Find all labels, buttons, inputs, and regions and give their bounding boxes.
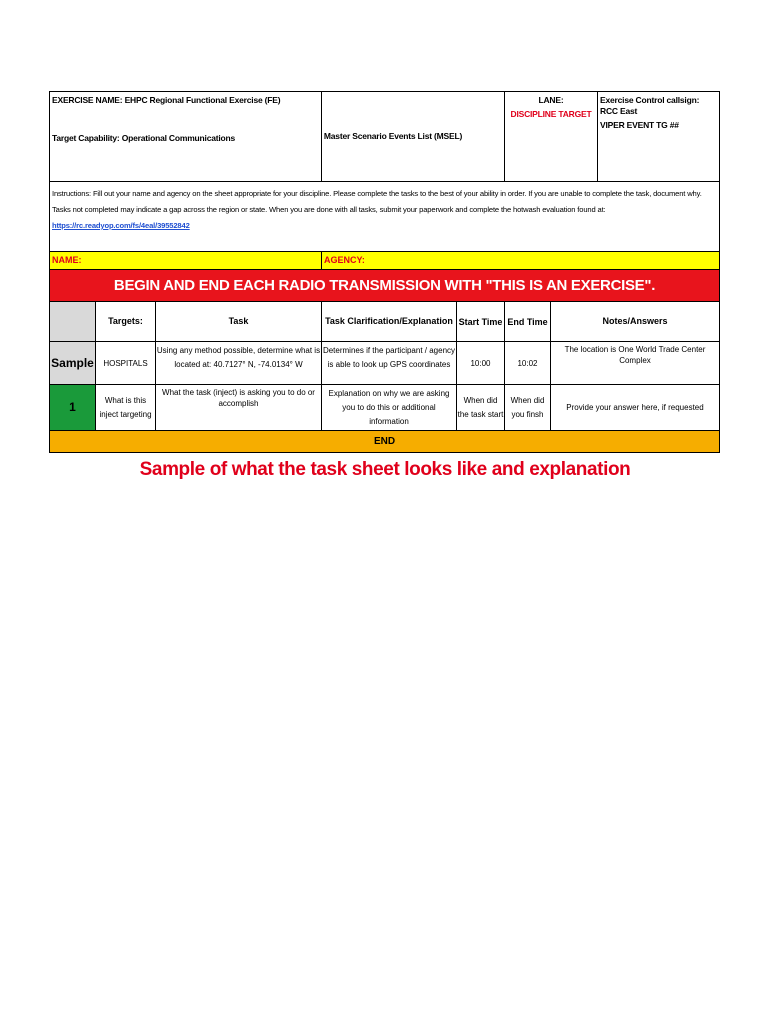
instructions-cell bbox=[50, 182, 720, 252]
targets-header: Targets: bbox=[96, 302, 156, 342]
agency-field[interactable]: AGENCY: bbox=[322, 252, 720, 270]
end-row bbox=[50, 431, 720, 453]
task-row-1 bbox=[50, 385, 720, 431]
column-header-row bbox=[50, 302, 720, 342]
sample-row bbox=[50, 342, 720, 385]
sample-clarification[interactable]: Determines if the participant / agency is able to look up GPS coordinates bbox=[322, 342, 457, 385]
msel-cell bbox=[322, 92, 505, 182]
sample-start-time[interactable]: 10:00 bbox=[457, 342, 505, 385]
end-label: END bbox=[50, 431, 720, 453]
row-1-start-time[interactable]: When did the task start bbox=[457, 385, 505, 431]
name-field[interactable]: NAME: bbox=[50, 252, 322, 270]
name-agency-row bbox=[50, 252, 720, 270]
instructions-row bbox=[50, 182, 720, 252]
clarification-header: Task Clarification/Explanation bbox=[322, 302, 457, 342]
sample-end-time[interactable]: 10:02 bbox=[505, 342, 551, 385]
start-time-header: Start Time bbox=[457, 302, 505, 342]
callsign-cell bbox=[598, 92, 719, 181]
sample-notes[interactable]: The location is One World Trade Center Complex bbox=[551, 342, 720, 385]
discipline-target: DISCIPLINE TARGET bbox=[510, 109, 592, 119]
end-time-header: End Time bbox=[505, 302, 551, 342]
exercise-name: EXERCISE NAME: EHPC Regional Functional Exercise (FE) bbox=[52, 95, 281, 105]
sample-label: Sample bbox=[50, 342, 96, 385]
sample-task[interactable]: Using any method possible, determine what is located at: 40.7127° N, -74.0134° W bbox=[156, 342, 322, 385]
notes-header: Notes/Answers bbox=[551, 302, 720, 342]
callsign-label: Exercise Control callsign: RCC East bbox=[600, 95, 700, 116]
exercise-info-cell bbox=[50, 92, 322, 182]
banner-row bbox=[50, 270, 720, 302]
event-tg-label: VIPER EVENT TG ## bbox=[600, 120, 679, 130]
task-sheet-table bbox=[49, 91, 720, 453]
row-1-task[interactable]: What the task (inject) is asking you to do or accomplish bbox=[156, 385, 322, 431]
hotwash-link[interactable]: https://rc.readyop.com/fs/4eal/39552842 bbox=[52, 221, 190, 230]
radio-banner: BEGIN AND END EACH RADIO TRANSMISSION WITH "THIS IS AN EXERCISE". bbox=[50, 270, 720, 302]
caption: Sample of what the task sheet looks like and explanation bbox=[139, 459, 631, 480]
row-1-target[interactable]: What is this inject targeting bbox=[96, 385, 156, 431]
row-1-clarification[interactable]: Explanation on why we are asking you to do this or additional information bbox=[322, 385, 457, 431]
lane-callsign-cell bbox=[505, 92, 720, 182]
row-1-end-time[interactable]: When did you finsh bbox=[505, 385, 551, 431]
row-1-label: 1 bbox=[50, 385, 96, 431]
instructions-text: Instructions: Fill out your name and agency on the sheet appropriate for your discipline. Please complete the tasks to the best of your ability in order. If you are unable to complete the task, document why. Tasks not completed may indicate a gap across the region or state. When you are done with all tasks, submit your paperwork and complete the hotwash evaluation found at: bbox=[52, 189, 702, 214]
target-capability: Target Capability: Operational Communications bbox=[52, 133, 236, 143]
msel-label: Master Scenario Events List (MSEL) bbox=[323, 131, 463, 141]
task-header: Task bbox=[156, 302, 322, 342]
sample-target[interactable]: HOSPITALS bbox=[96, 342, 156, 385]
row-label-header bbox=[50, 302, 96, 342]
header-row bbox=[50, 92, 720, 182]
lane-cell bbox=[505, 92, 598, 181]
row-1-notes[interactable]: Provide your answer here, if requested bbox=[551, 385, 720, 431]
lane-label: LANE: bbox=[538, 95, 564, 105]
